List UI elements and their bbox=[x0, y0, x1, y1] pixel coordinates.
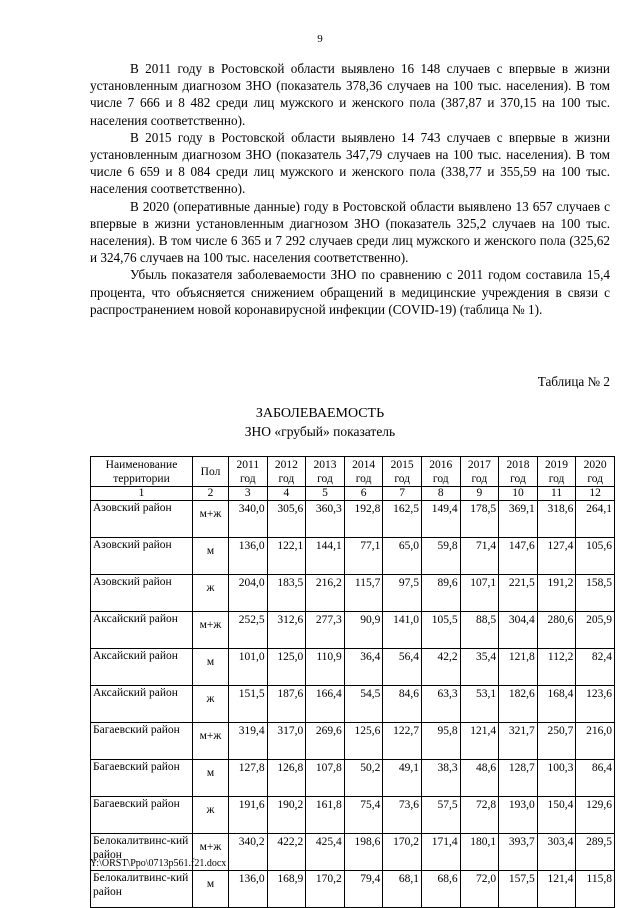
table-row bbox=[91, 538, 615, 575]
header-year: 2018 год bbox=[499, 457, 538, 487]
sex-cell: м+ж bbox=[193, 612, 229, 649]
value-cell: 125,0 bbox=[267, 649, 306, 686]
value-cell: 89,6 bbox=[421, 575, 460, 612]
territory-cell: Багаевский район bbox=[91, 723, 193, 760]
table-header-row bbox=[91, 457, 615, 487]
paragraph-2011: В 2011 году в Ростовской области выявлено 16 148 случаев с впервые в жизни установленным диагнозом ЗНО (показатель 378,36 случаев на 100 тыс. населения). В том числе 7 666 и 8 482 среди лиц мужского и женского пола (387,87 и 370,15 на 100 тыс. населения соответственно). bbox=[90, 61, 610, 128]
value-cell: 82,4 bbox=[576, 649, 615, 686]
value-cell: 149,4 bbox=[421, 501, 460, 538]
value-cell: 42,2 bbox=[421, 649, 460, 686]
value-cell: 178,5 bbox=[460, 501, 499, 538]
territory-cell: Багаевский район bbox=[91, 797, 193, 834]
value-cell: 252,5 bbox=[229, 612, 268, 649]
value-cell: 136,0 bbox=[229, 871, 268, 908]
value-cell: 72,8 bbox=[460, 797, 499, 834]
value-cell: 48,6 bbox=[460, 760, 499, 797]
column-number: 10 bbox=[499, 487, 538, 501]
value-cell: 122,7 bbox=[383, 723, 422, 760]
territory-cell: Азовский район bbox=[91, 501, 193, 538]
value-cell: 303,4 bbox=[537, 834, 576, 871]
value-cell: 65,0 bbox=[383, 538, 422, 575]
value-cell: 50,2 bbox=[344, 760, 383, 797]
header-territory: Наименование территории bbox=[91, 457, 193, 487]
paragraph-decline: Убыль показателя заболеваемости ЗНО по сравнению с 2011 годом составила 15,4 процента, что объясняется снижением обращений в медицинские учреждения в связи с распространением новой коронавирусной инфекции (COVID-19) (таблица № 1). bbox=[90, 267, 610, 317]
page-number: 9 bbox=[317, 33, 323, 45]
value-cell: 317,0 bbox=[267, 723, 306, 760]
value-cell: 127,8 bbox=[229, 760, 268, 797]
value-cell: 191,2 bbox=[537, 575, 576, 612]
value-cell: 56,4 bbox=[383, 649, 422, 686]
value-cell: 277,3 bbox=[306, 612, 345, 649]
value-cell: 393,7 bbox=[499, 834, 538, 871]
header-sex: Пол bbox=[193, 457, 229, 487]
value-cell: 90,9 bbox=[344, 612, 383, 649]
header-year: 2012 год bbox=[267, 457, 306, 487]
value-cell: 97,5 bbox=[383, 575, 422, 612]
column-number: 1 bbox=[91, 487, 193, 501]
value-cell: 161,8 bbox=[306, 797, 345, 834]
value-cell: 88,5 bbox=[460, 612, 499, 649]
value-cell: 115,7 bbox=[344, 575, 383, 612]
column-number: 2 bbox=[193, 487, 229, 501]
sex-cell: м bbox=[193, 649, 229, 686]
value-cell: 170,2 bbox=[306, 871, 345, 908]
territory-cell: Аксайский район bbox=[91, 686, 193, 723]
table-row bbox=[91, 797, 615, 834]
table-caption: Таблица № 2 bbox=[537, 374, 610, 389]
value-cell: 68,1 bbox=[383, 871, 422, 908]
territory-cell: Аксайский район bbox=[91, 612, 193, 649]
sex-cell: м+ж bbox=[193, 834, 229, 871]
value-cell: 340,0 bbox=[229, 501, 268, 538]
value-cell: 126,8 bbox=[267, 760, 306, 797]
value-cell: 191,6 bbox=[229, 797, 268, 834]
header-year: 2014 год bbox=[344, 457, 383, 487]
value-cell: 86,4 bbox=[576, 760, 615, 797]
value-cell: 84,6 bbox=[383, 686, 422, 723]
value-cell: 216,0 bbox=[576, 723, 615, 760]
value-cell: 318,6 bbox=[537, 501, 576, 538]
column-number: 3 bbox=[229, 487, 268, 501]
value-cell: 319,4 bbox=[229, 723, 268, 760]
sex-cell: ж bbox=[193, 575, 229, 612]
header-year: 2020 год bbox=[576, 457, 615, 487]
value-cell: 204,0 bbox=[229, 575, 268, 612]
table-row bbox=[91, 501, 615, 538]
sex-cell: м bbox=[193, 538, 229, 575]
table-title: ЗАБОЛЕВАЕМОСТЬ bbox=[255, 406, 385, 421]
value-cell: 53,1 bbox=[460, 686, 499, 723]
value-cell: 312,6 bbox=[267, 612, 306, 649]
value-cell: 205,9 bbox=[576, 612, 615, 649]
header-year: 2013 год bbox=[306, 457, 345, 487]
value-cell: 72,0 bbox=[460, 871, 499, 908]
value-cell: 105,5 bbox=[421, 612, 460, 649]
column-number: 11 bbox=[537, 487, 576, 501]
value-cell: 422,2 bbox=[267, 834, 306, 871]
value-cell: 182,6 bbox=[499, 686, 538, 723]
territory-cell: Азовский район bbox=[91, 538, 193, 575]
sex-cell: м bbox=[193, 871, 229, 908]
territory-cell: Белокалитвинс-кий район bbox=[91, 871, 193, 908]
value-cell: 141,0 bbox=[383, 612, 422, 649]
value-cell: 49,1 bbox=[383, 760, 422, 797]
value-cell: 425,4 bbox=[306, 834, 345, 871]
value-cell: 128,7 bbox=[499, 760, 538, 797]
value-cell: 68,6 bbox=[421, 871, 460, 908]
header-year: 2015 год bbox=[383, 457, 422, 487]
body-text bbox=[90, 60, 610, 318]
value-cell: 115,8 bbox=[576, 871, 615, 908]
value-cell: 180,1 bbox=[460, 834, 499, 871]
value-cell: 216,2 bbox=[306, 575, 345, 612]
territory-cell: Аксайский район bbox=[91, 649, 193, 686]
value-cell: 158,5 bbox=[576, 575, 615, 612]
column-number: 6 bbox=[344, 487, 383, 501]
value-cell: 168,4 bbox=[537, 686, 576, 723]
header-year: 2019 год bbox=[537, 457, 576, 487]
territory-cell: Белокалитвинс-кий район bbox=[91, 834, 193, 871]
value-cell: 71,4 bbox=[460, 538, 499, 575]
value-cell: 171,4 bbox=[421, 834, 460, 871]
column-number: 7 bbox=[383, 487, 422, 501]
value-cell: 112,2 bbox=[537, 649, 576, 686]
value-cell: 183,5 bbox=[267, 575, 306, 612]
column-number: 9 bbox=[460, 487, 499, 501]
value-cell: 321,7 bbox=[499, 723, 538, 760]
sex-cell: ж bbox=[193, 686, 229, 723]
value-cell: 73,6 bbox=[383, 797, 422, 834]
column-number: 12 bbox=[576, 487, 615, 501]
value-cell: 35,4 bbox=[460, 649, 499, 686]
value-cell: 122,1 bbox=[267, 538, 306, 575]
value-cell: 127,4 bbox=[537, 538, 576, 575]
value-cell: 121,4 bbox=[460, 723, 499, 760]
value-cell: 150,4 bbox=[537, 797, 576, 834]
value-cell: 105,6 bbox=[576, 538, 615, 575]
table-subtitle: ЗНО «грубый» показатель bbox=[244, 424, 396, 439]
value-cell: 250,7 bbox=[537, 723, 576, 760]
value-cell: 125,6 bbox=[344, 723, 383, 760]
value-cell: 110,9 bbox=[306, 649, 345, 686]
column-number: 8 bbox=[421, 487, 460, 501]
value-cell: 360,3 bbox=[306, 501, 345, 538]
table-row bbox=[91, 723, 615, 760]
value-cell: 157,5 bbox=[499, 871, 538, 908]
value-cell: 289,5 bbox=[576, 834, 615, 871]
value-cell: 54,5 bbox=[344, 686, 383, 723]
table-row bbox=[91, 760, 615, 797]
value-cell: 166,4 bbox=[306, 686, 345, 723]
value-cell: 121,4 bbox=[537, 871, 576, 908]
value-cell: 190,2 bbox=[267, 797, 306, 834]
value-cell: 107,1 bbox=[460, 575, 499, 612]
value-cell: 59,8 bbox=[421, 538, 460, 575]
value-cell: 340,2 bbox=[229, 834, 268, 871]
header-year: 2017 год bbox=[460, 457, 499, 487]
column-number-row bbox=[91, 487, 615, 501]
value-cell: 107,8 bbox=[306, 760, 345, 797]
value-cell: 136,0 bbox=[229, 538, 268, 575]
value-cell: 193,0 bbox=[499, 797, 538, 834]
sex-cell: м+ж bbox=[193, 723, 229, 760]
value-cell: 121,8 bbox=[499, 649, 538, 686]
value-cell: 221,5 bbox=[499, 575, 538, 612]
value-cell: 57,5 bbox=[421, 797, 460, 834]
table-row bbox=[91, 871, 615, 908]
value-cell: 147,6 bbox=[499, 538, 538, 575]
value-cell: 75,4 bbox=[344, 797, 383, 834]
value-cell: 269,6 bbox=[306, 723, 345, 760]
sex-cell: м bbox=[193, 760, 229, 797]
paragraph-2020: В 2020 (оперативные данные) году в Ростовской области выявлено 13 657 случаев с впервые в жизни установленным диагнозом ЗНО (показатель 325,2 случаев на 100 тыс. населения). В том числе 6 365 и 7 292 случаев среди лиц мужского и женского пола (325,62 и 324,76 случаев на 100 тыс. населения соответственно). bbox=[90, 198, 610, 266]
sex-cell: м+ж bbox=[193, 501, 229, 538]
table-row bbox=[91, 686, 615, 723]
value-cell: 101,0 bbox=[229, 649, 268, 686]
value-cell: 151,5 bbox=[229, 686, 268, 723]
value-cell: 79,4 bbox=[344, 871, 383, 908]
value-cell: 187,6 bbox=[267, 686, 306, 723]
value-cell: 63,3 bbox=[421, 686, 460, 723]
value-cell: 264,1 bbox=[576, 501, 615, 538]
territory-cell: Багаевский район bbox=[91, 760, 193, 797]
column-number: 5 bbox=[306, 487, 345, 501]
value-cell: 168,9 bbox=[267, 871, 306, 908]
header-year: 2011 год bbox=[229, 457, 268, 487]
table-row bbox=[91, 612, 615, 649]
value-cell: 198,6 bbox=[344, 834, 383, 871]
value-cell: 162,5 bbox=[383, 501, 422, 538]
header-year: 2016 год bbox=[421, 457, 460, 487]
value-cell: 129,6 bbox=[576, 797, 615, 834]
value-cell: 170,2 bbox=[383, 834, 422, 871]
value-cell: 304,4 bbox=[499, 612, 538, 649]
column-number: 4 bbox=[267, 487, 306, 501]
value-cell: 36,4 bbox=[344, 649, 383, 686]
value-cell: 305,6 bbox=[267, 501, 306, 538]
incidence-table bbox=[90, 456, 615, 908]
value-cell: 144,1 bbox=[306, 538, 345, 575]
paragraph-2015: В 2015 году в Ростовской области выявлено 14 743 случаев с впервые в жизни установленным диагнозом ЗНО (показатель 347,79 случаев на 100 тыс. населения). В том числе 6 659 и 8 084 среди лиц мужского и женского пола (338,77 и 355,59 на 100 тыс. населения соответственно). bbox=[90, 129, 610, 197]
value-cell: 280,6 bbox=[537, 612, 576, 649]
sex-cell: ж bbox=[193, 797, 229, 834]
value-cell: 192,8 bbox=[344, 501, 383, 538]
table-row bbox=[91, 575, 615, 612]
value-cell: 100,3 bbox=[537, 760, 576, 797]
value-cell: 369,1 bbox=[499, 501, 538, 538]
territory-cell: Азовский район bbox=[91, 575, 193, 612]
value-cell: 95,8 bbox=[421, 723, 460, 760]
table-row bbox=[91, 649, 615, 686]
value-cell: 123,6 bbox=[576, 686, 615, 723]
value-cell: 77,1 bbox=[344, 538, 383, 575]
value-cell: 38,3 bbox=[421, 760, 460, 797]
file-path-footer: Y:\ORST\Ppo\0713p561.f21.docx bbox=[90, 858, 227, 869]
